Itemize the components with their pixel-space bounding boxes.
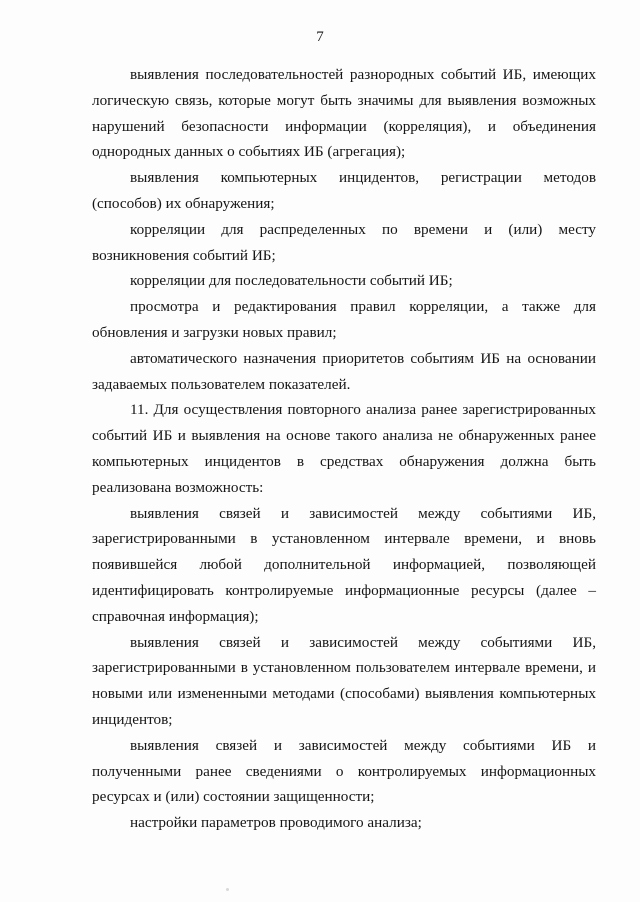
page-number: 7 <box>316 29 324 45</box>
paragraph-incident-detection: выявления компьютерных инцидентов, регистрации методов (способов) их обнаружения; <box>92 169 596 212</box>
paragraph-rules-editing: просмотра и редактирования правил корреляции, а также для обновления и загрузки новых правил; <box>92 298 596 341</box>
document-body <box>92 62 596 836</box>
paragraph-sequence-correlation: корреляции для последовательности событий ИБ; <box>130 272 453 290</box>
paragraph-new-methods: выявления связей и зависимостей между событиями ИБ, зарегистрированными в установленном пользователем интервале времени, и новыми или измененными методами (способами) выявления компьютерных инцидентов; <box>92 633 596 728</box>
paragraph-priority-assignment: автоматического назначения приоритетов событиям ИБ на основании задаваемых пользователем показателей. <box>92 349 596 393</box>
scan-speck <box>226 888 229 891</box>
paragraph-security-state: выявления связей и зависимостей между событиями ИБ и полученными ранее сведениями о контролируемых информационных ресурсах и (или) состоянии защищенности; <box>92 736 596 806</box>
paragraph-analysis-settings: настройки параметров проводимого анализа; <box>130 814 422 832</box>
paragraph-section-11: 11. Для осуществления повторного анализа ранее зарегистрированных событий ИБ и выявления на основе такого анализа не обнаруженных ранее компьютерных инцидентов в средствах обнаружения должна быть реализована возможность: <box>92 401 596 496</box>
paragraph-reference-information: выявления связей и зависимостей между событиями ИБ, зарегистрированными в установленном интервале времени, и вновь появившейся любой дополнительной информацией, позволяющей идентифицировать контролируемые информационные ресурсы (далее – справочная информация); <box>92 504 596 625</box>
paragraph-distributed-correlation: корреляции для распределенных по времени и (или) месту возникновения событий ИБ; <box>92 220 596 264</box>
paragraph-correlation-aggregation: выявления последовательностей разнородных событий ИБ, имеющих логическую связь, которые могут быть значимы для выявления возможных нарушений безопасности информации (корреляция), и объединения однородных данных о событиях ИБ (агрегация); <box>92 66 596 161</box>
